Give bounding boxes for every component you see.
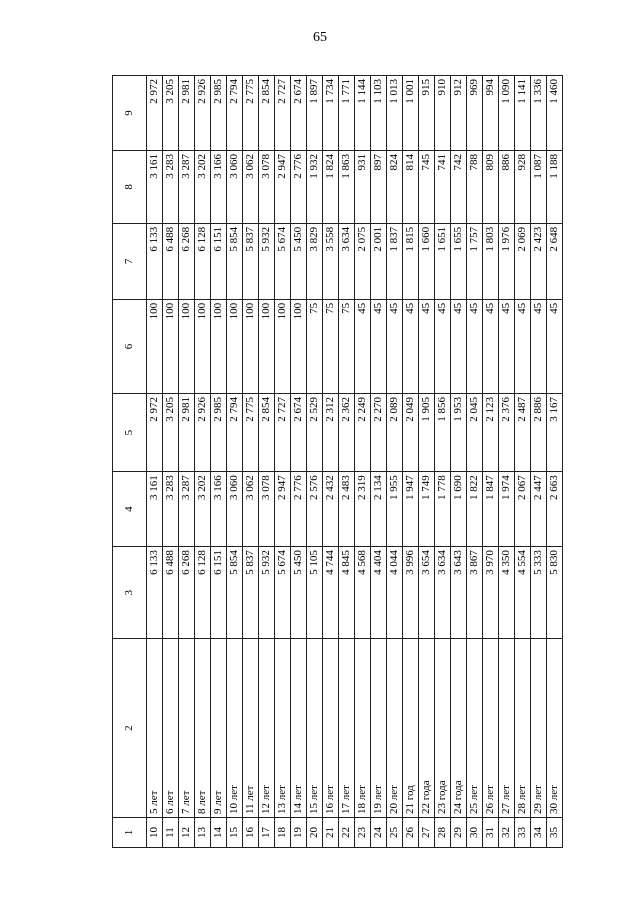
table-row (419, 76, 435, 848)
table-cell: 10 (147, 818, 163, 848)
table-cell: 5 450 (291, 223, 307, 299)
table-cell: 100 (227, 299, 243, 393)
table-cell: 1 953 (451, 394, 467, 472)
table-cell: 2 362 (339, 394, 355, 472)
table-cell: 3 287 (179, 151, 195, 224)
table-cell: 3 970 (483, 547, 499, 639)
table-cell: 1 655 (451, 223, 467, 299)
table-cell: 30 лет (547, 639, 563, 818)
table-cell: 1 144 (355, 76, 371, 151)
table-cell: 12 лет (259, 639, 275, 818)
table-cell: 3 161 (147, 151, 163, 224)
table-cell: 4 744 (323, 547, 339, 639)
table-cell: 1 690 (451, 472, 467, 547)
table-cell: 31 (483, 818, 499, 848)
table-row (291, 76, 307, 848)
table-cell: 5 450 (291, 547, 307, 639)
table-cell: 2 776 (291, 151, 307, 224)
table-cell: 23 (355, 818, 371, 848)
table-cell: 969 (467, 76, 483, 151)
table-cell: 3 167 (547, 394, 563, 472)
table-cell: 2 049 (403, 394, 419, 472)
table-row (499, 76, 515, 848)
table-cell: 6 488 (163, 223, 179, 299)
table-cell: 20 лет (387, 639, 403, 818)
table-cell: 1 803 (483, 223, 499, 299)
table-cell: 21 (323, 818, 339, 848)
table-cell: 1 734 (323, 76, 339, 151)
column-header: 9 (113, 76, 147, 151)
table-cell: 2 727 (275, 76, 291, 151)
table-cell: 2 776 (291, 472, 307, 547)
table-cell: 6 лет (163, 639, 179, 818)
table-row (163, 76, 179, 848)
data-table (112, 75, 563, 848)
table-cell: 4 554 (515, 547, 531, 639)
table-cell: 5 674 (275, 547, 291, 639)
table-cell: 886 (499, 151, 515, 224)
table-cell: 1 001 (403, 76, 419, 151)
table-cell: 5 105 (307, 547, 323, 639)
table-cell: 1 974 (499, 472, 515, 547)
table-cell: 13 лет (275, 639, 291, 818)
table-cell: 15 лет (307, 639, 323, 818)
table-cell: 75 (307, 299, 323, 393)
table-cell: 4 845 (339, 547, 355, 639)
table-cell: 6 268 (179, 547, 195, 639)
table-cell: 915 (419, 76, 435, 151)
table-header-row (113, 76, 147, 848)
table-cell: 12 (179, 818, 195, 848)
table-cell: 23 года (435, 639, 451, 818)
table-row (435, 76, 451, 848)
table-cell: 2 854 (259, 76, 275, 151)
table-cell: 6 128 (195, 223, 211, 299)
table-row (179, 76, 195, 848)
column-header: 8 (113, 151, 147, 224)
table-cell: 1 824 (323, 151, 339, 224)
table-cell: 3 996 (403, 547, 419, 639)
table-cell: 1 660 (419, 223, 435, 299)
table-cell: 5 837 (243, 547, 259, 639)
table-cell: 25 (387, 818, 403, 848)
table-cell: 2 123 (483, 394, 499, 472)
table-cell: 2 775 (243, 394, 259, 472)
table-cell: 6 151 (211, 223, 227, 299)
table-cell: 3 060 (227, 151, 243, 224)
table-cell: 1 460 (547, 76, 563, 151)
table-cell: 2 926 (195, 394, 211, 472)
table-cell: 2 947 (275, 472, 291, 547)
table-cell: 11 лет (243, 639, 259, 818)
table-cell: 1 141 (515, 76, 531, 151)
table-cell: 912 (451, 76, 467, 151)
table-cell: 3 161 (147, 472, 163, 547)
table-cell: 2 972 (147, 76, 163, 151)
table-cell: 6 133 (147, 223, 163, 299)
table-cell: 2 001 (371, 223, 387, 299)
table-cell: 6 268 (179, 223, 195, 299)
table-cell: 5 932 (259, 547, 275, 639)
table-cell: 1 932 (307, 151, 323, 224)
table-cell: 3 166 (211, 151, 227, 224)
table-cell: 9 лет (211, 639, 227, 818)
table-cell: 3 283 (163, 472, 179, 547)
table-cell: 24 (371, 818, 387, 848)
column-header: 4 (113, 472, 147, 547)
table-cell: 100 (275, 299, 291, 393)
table-cell: 100 (243, 299, 259, 393)
table-cell: 742 (451, 151, 467, 224)
table-cell: 2 985 (211, 394, 227, 472)
table-cell: 8 лет (195, 639, 211, 818)
table-cell: 26 лет (483, 639, 499, 818)
table-cell: 45 (419, 299, 435, 393)
table-cell: 5 837 (243, 223, 259, 299)
table-cell: 1 090 (499, 76, 515, 151)
table-cell: 4 350 (499, 547, 515, 639)
table-cell: 6 151 (211, 547, 227, 639)
table-cell: 5 932 (259, 223, 275, 299)
table-cell: 2 926 (195, 76, 211, 151)
table-cell: 2 487 (515, 394, 531, 472)
table-cell: 3 062 (243, 472, 259, 547)
table-cell: 931 (355, 151, 371, 224)
table-row (211, 76, 227, 848)
table-cell: 19 (291, 818, 307, 848)
table-cell: 20 (307, 818, 323, 848)
table-cell: 27 лет (499, 639, 515, 818)
table-cell: 100 (163, 299, 179, 393)
table-cell: 1 976 (499, 223, 515, 299)
table-cell: 1 336 (531, 76, 547, 151)
table-row (323, 76, 339, 848)
table-cell: 2 985 (211, 76, 227, 151)
table-cell: 45 (387, 299, 403, 393)
table-cell: 2 727 (275, 394, 291, 472)
table-row (531, 76, 547, 848)
table-cell: 1 749 (419, 472, 435, 547)
table-cell: 3 634 (435, 547, 451, 639)
table-cell: 45 (499, 299, 515, 393)
table-cell: 22 года (419, 639, 435, 818)
table-cell: 814 (403, 151, 419, 224)
table-cell: 14 (211, 818, 227, 848)
table-cell: 2 663 (547, 472, 563, 547)
table-cell: 100 (195, 299, 211, 393)
table-cell: 33 (515, 818, 531, 848)
table-cell: 100 (291, 299, 307, 393)
table-cell: 5 674 (275, 223, 291, 299)
table-cell: 2 794 (227, 394, 243, 472)
table-row (339, 76, 355, 848)
table-cell: 4 044 (387, 547, 403, 639)
table-cell: 24 года (451, 639, 467, 818)
table-cell: 1 815 (403, 223, 419, 299)
table-cell: 2 075 (355, 223, 371, 299)
table-cell: 45 (515, 299, 531, 393)
table-cell: 1 103 (371, 76, 387, 151)
table-cell: 1 087 (531, 151, 547, 224)
table-cell: 2 134 (371, 472, 387, 547)
table-cell: 3 558 (323, 223, 339, 299)
table-cell: 928 (515, 151, 531, 224)
table-cell: 2 775 (243, 76, 259, 151)
table-row (147, 76, 163, 848)
table-cell: 3 202 (195, 472, 211, 547)
table-cell: 2 529 (307, 394, 323, 472)
table-cell: 11 (163, 818, 179, 848)
table-cell: 2 483 (339, 472, 355, 547)
table-cell: 18 лет (355, 639, 371, 818)
table-cell: 28 (435, 818, 451, 848)
table-row (515, 76, 531, 848)
table-frame (112, 75, 560, 848)
column-header: 7 (113, 223, 147, 299)
table-cell: 3 829 (307, 223, 323, 299)
table-cell: 3 078 (259, 151, 275, 224)
table-cell: 32 (499, 818, 515, 848)
table-row (227, 76, 243, 848)
table-cell: 3 283 (163, 151, 179, 224)
table-cell: 2 423 (531, 223, 547, 299)
table-cell: 2 981 (179, 394, 195, 472)
table-cell: 910 (435, 76, 451, 151)
table-row (371, 76, 387, 848)
table-cell: 5 лет (147, 639, 163, 818)
table-cell: 1 188 (547, 151, 563, 224)
table-row (275, 76, 291, 848)
table-cell: 1 822 (467, 472, 483, 547)
column-header: 5 (113, 394, 147, 472)
table-row (307, 76, 323, 848)
table-cell: 2 045 (467, 394, 483, 472)
table-cell: 29 (451, 818, 467, 848)
table-cell: 2 089 (387, 394, 403, 472)
table-cell: 25 лет (467, 639, 483, 818)
table-cell: 994 (483, 76, 499, 151)
page-number: 65 (313, 30, 327, 45)
table-cell: 5 333 (531, 547, 547, 639)
table-cell: 10 лет (227, 639, 243, 818)
table-cell: 6 488 (163, 547, 179, 639)
table-cell: 100 (259, 299, 275, 393)
table-cell: 3 643 (451, 547, 467, 639)
table-cell: 2 794 (227, 76, 243, 151)
table-cell: 2 674 (291, 76, 307, 151)
table-cell: 788 (467, 151, 483, 224)
table-cell: 5 830 (547, 547, 563, 639)
table-cell: 5 854 (227, 223, 243, 299)
table-cell: 2 576 (307, 472, 323, 547)
table-cell: 3 166 (211, 472, 227, 547)
table-cell: 45 (483, 299, 499, 393)
table-cell: 21 год (403, 639, 419, 818)
table-cell: 3 634 (339, 223, 355, 299)
table-cell: 1 897 (307, 76, 323, 151)
table-cell: 3 867 (467, 547, 483, 639)
table-cell: 1 863 (339, 151, 355, 224)
table-row (403, 76, 419, 848)
table-cell: 100 (211, 299, 227, 393)
table-cell: 2 067 (515, 472, 531, 547)
table-cell: 17 лет (339, 639, 355, 818)
table-row (259, 76, 275, 848)
table-cell: 19 лет (371, 639, 387, 818)
table-cell: 745 (419, 151, 435, 224)
table-cell: 1 905 (419, 394, 435, 472)
table-cell: 6 133 (147, 547, 163, 639)
table-cell: 5 854 (227, 547, 243, 639)
table-row (547, 76, 563, 848)
table-cell: 2 854 (259, 394, 275, 472)
table-cell: 2 319 (355, 472, 371, 547)
table-cell: 2 648 (547, 223, 563, 299)
table-cell: 1 856 (435, 394, 451, 472)
table-cell: 45 (355, 299, 371, 393)
table-cell: 45 (371, 299, 387, 393)
table-cell: 2 270 (371, 394, 387, 472)
table-cell: 1 013 (387, 76, 403, 151)
table-row (355, 76, 371, 848)
table-cell: 27 (419, 818, 435, 848)
table-cell: 1 837 (387, 223, 403, 299)
table-cell: 809 (483, 151, 499, 224)
column-header: 1 (113, 818, 147, 848)
table-cell: 29 лет (531, 639, 547, 818)
table-cell: 16 лет (323, 639, 339, 818)
table-cell: 2 981 (179, 76, 195, 151)
table-cell: 3 287 (179, 472, 195, 547)
table-cell: 4 404 (371, 547, 387, 639)
table-cell: 897 (371, 151, 387, 224)
table-cell: 45 (547, 299, 563, 393)
table-cell: 4 568 (355, 547, 371, 639)
table-cell: 28 лет (515, 639, 531, 818)
table-cell: 2 249 (355, 394, 371, 472)
table-cell: 13 (195, 818, 211, 848)
table-cell: 100 (179, 299, 195, 393)
table-cell: 3 654 (419, 547, 435, 639)
table-cell: 2 069 (515, 223, 531, 299)
table-row (243, 76, 259, 848)
table-cell: 100 (147, 299, 163, 393)
table-cell: 3 060 (227, 472, 243, 547)
column-header: 2 (113, 639, 147, 818)
table-cell: 2 972 (147, 394, 163, 472)
table-cell: 26 (403, 818, 419, 848)
table-cell: 75 (339, 299, 355, 393)
rotated-table-wrapper (112, 75, 560, 848)
table-cell: 45 (435, 299, 451, 393)
table-cell: 14 лет (291, 639, 307, 818)
table-cell: 741 (435, 151, 451, 224)
table-cell: 16 (243, 818, 259, 848)
table-cell: 45 (531, 299, 547, 393)
table-cell: 1 757 (467, 223, 483, 299)
table-cell: 2 312 (323, 394, 339, 472)
table-cell: 1 847 (483, 472, 499, 547)
table-cell: 45 (451, 299, 467, 393)
table-cell: 34 (531, 818, 547, 848)
table-cell: 17 (259, 818, 275, 848)
table-cell: 2 376 (499, 394, 515, 472)
table-cell: 824 (387, 151, 403, 224)
table-cell: 1 955 (387, 472, 403, 547)
table-row (387, 76, 403, 848)
column-header: 6 (113, 299, 147, 393)
table-cell: 75 (323, 299, 339, 393)
table-cell: 2 674 (291, 394, 307, 472)
table-cell: 3 078 (259, 472, 275, 547)
table-cell: 35 (547, 818, 563, 848)
table-cell: 18 (275, 818, 291, 848)
table-cell: 1 947 (403, 472, 419, 547)
table-cell: 1 651 (435, 223, 451, 299)
table-row (451, 76, 467, 848)
table-cell: 3 062 (243, 151, 259, 224)
table-body (147, 76, 563, 848)
table-cell: 15 (227, 818, 243, 848)
table-cell: 7 лет (179, 639, 195, 818)
table-cell: 45 (403, 299, 419, 393)
table-cell: 2 947 (275, 151, 291, 224)
table-cell: 2 447 (531, 472, 547, 547)
table-cell: 3 205 (163, 76, 179, 151)
table-row (467, 76, 483, 848)
table-cell: 6 128 (195, 547, 211, 639)
table-cell: 2 432 (323, 472, 339, 547)
table-cell: 45 (467, 299, 483, 393)
table-cell: 3 205 (163, 394, 179, 472)
table-cell: 30 (467, 818, 483, 848)
table-cell: 1 771 (339, 76, 355, 151)
table-cell: 22 (339, 818, 355, 848)
table-cell: 2 886 (531, 394, 547, 472)
table-row (195, 76, 211, 848)
column-header: 3 (113, 547, 147, 639)
table-cell: 3 202 (195, 151, 211, 224)
table-row (483, 76, 499, 848)
table-cell: 1 778 (435, 472, 451, 547)
